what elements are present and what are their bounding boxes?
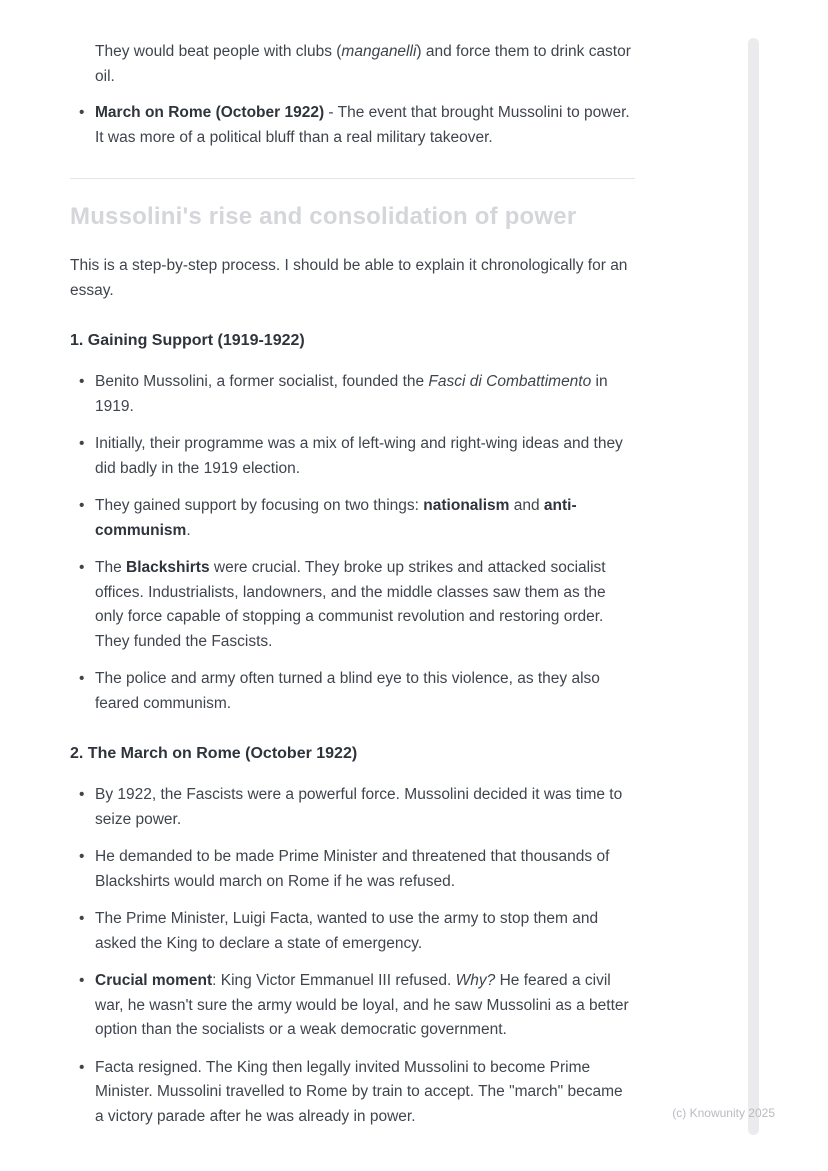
list-item: • They gained support by focusing on two things: nationalism and anti-communism. bbox=[70, 494, 635, 543]
list-item: • He demanded to be made Prime Minister and threatened that thousands of Blackshirts would march on Rome if he was refused. bbox=[70, 845, 635, 894]
bullet-list-section-2 bbox=[70, 783, 635, 1129]
section-heading-muted: Mussolini's rise and consolidation of power bbox=[70, 203, 577, 230]
scrollbar-track[interactable] bbox=[748, 38, 759, 1135]
note-content bbox=[70, 40, 635, 1142]
list-item: • Benito Mussolini, a former socialist, founded the Fasci di Combattimento in 1919. bbox=[70, 370, 635, 419]
list-item: • March on Rome (October 1922) - The event that brought Mussolini to power. It was more of a political bluff than a real military takeover. bbox=[70, 101, 635, 150]
divider bbox=[70, 178, 635, 179]
list-item: • The police and army often turned a blind eye to this violence, as they also feared communism. bbox=[70, 667, 635, 716]
subsection-title-1: 1. Gaining Support (1919-1922) bbox=[70, 332, 305, 349]
intro-paragraph: This is a step-by-step process. I should be able to explain it chronologically for an essay. bbox=[70, 257, 628, 299]
list-item: • By 1922, the Fascists were a powerful force. Mussolini decided it was time to seize power. bbox=[70, 783, 635, 832]
list-item: • The Blackshirts were crucial. They broke up strikes and attacked socialist offices. Industrialists, landowners, and the middle classes saw them as the only force capable of stopping a communist revolution and restoring order. They funded the Fascists. bbox=[70, 556, 635, 654]
paragraph-continuation: They would beat people with clubs (manganelli) and force them to drink castor oil. bbox=[95, 43, 631, 85]
subsection-title-2: 2. The March on Rome (October 1922) bbox=[70, 745, 358, 762]
bullet-list-section-1 bbox=[70, 370, 635, 716]
list-item: • Initially, their programme was a mix of left-wing and right-wing ideas and they did badly in the 1919 election. bbox=[70, 432, 635, 481]
footer-watermark: (c) Knowunity 2025 bbox=[672, 1106, 775, 1120]
bullet-list-top bbox=[70, 101, 635, 150]
list-item: • Crucial moment: King Victor Emmanuel III refused. Why? He feared a civil war, he wasn't sure the army would be loyal, and he saw Mussolini as a better option than the socialists or a weak democratic government. bbox=[70, 969, 635, 1043]
list-item: • The Prime Minister, Luigi Facta, wanted to use the army to stop them and asked the King to declare a state of emergency. bbox=[70, 907, 635, 956]
list-item: • Facta resigned. The King then legally invited Mussolini to become Prime Minister. Mussolini travelled to Rome by train to accept. The "march" became a victory parade after he was already in power. bbox=[70, 1056, 635, 1130]
